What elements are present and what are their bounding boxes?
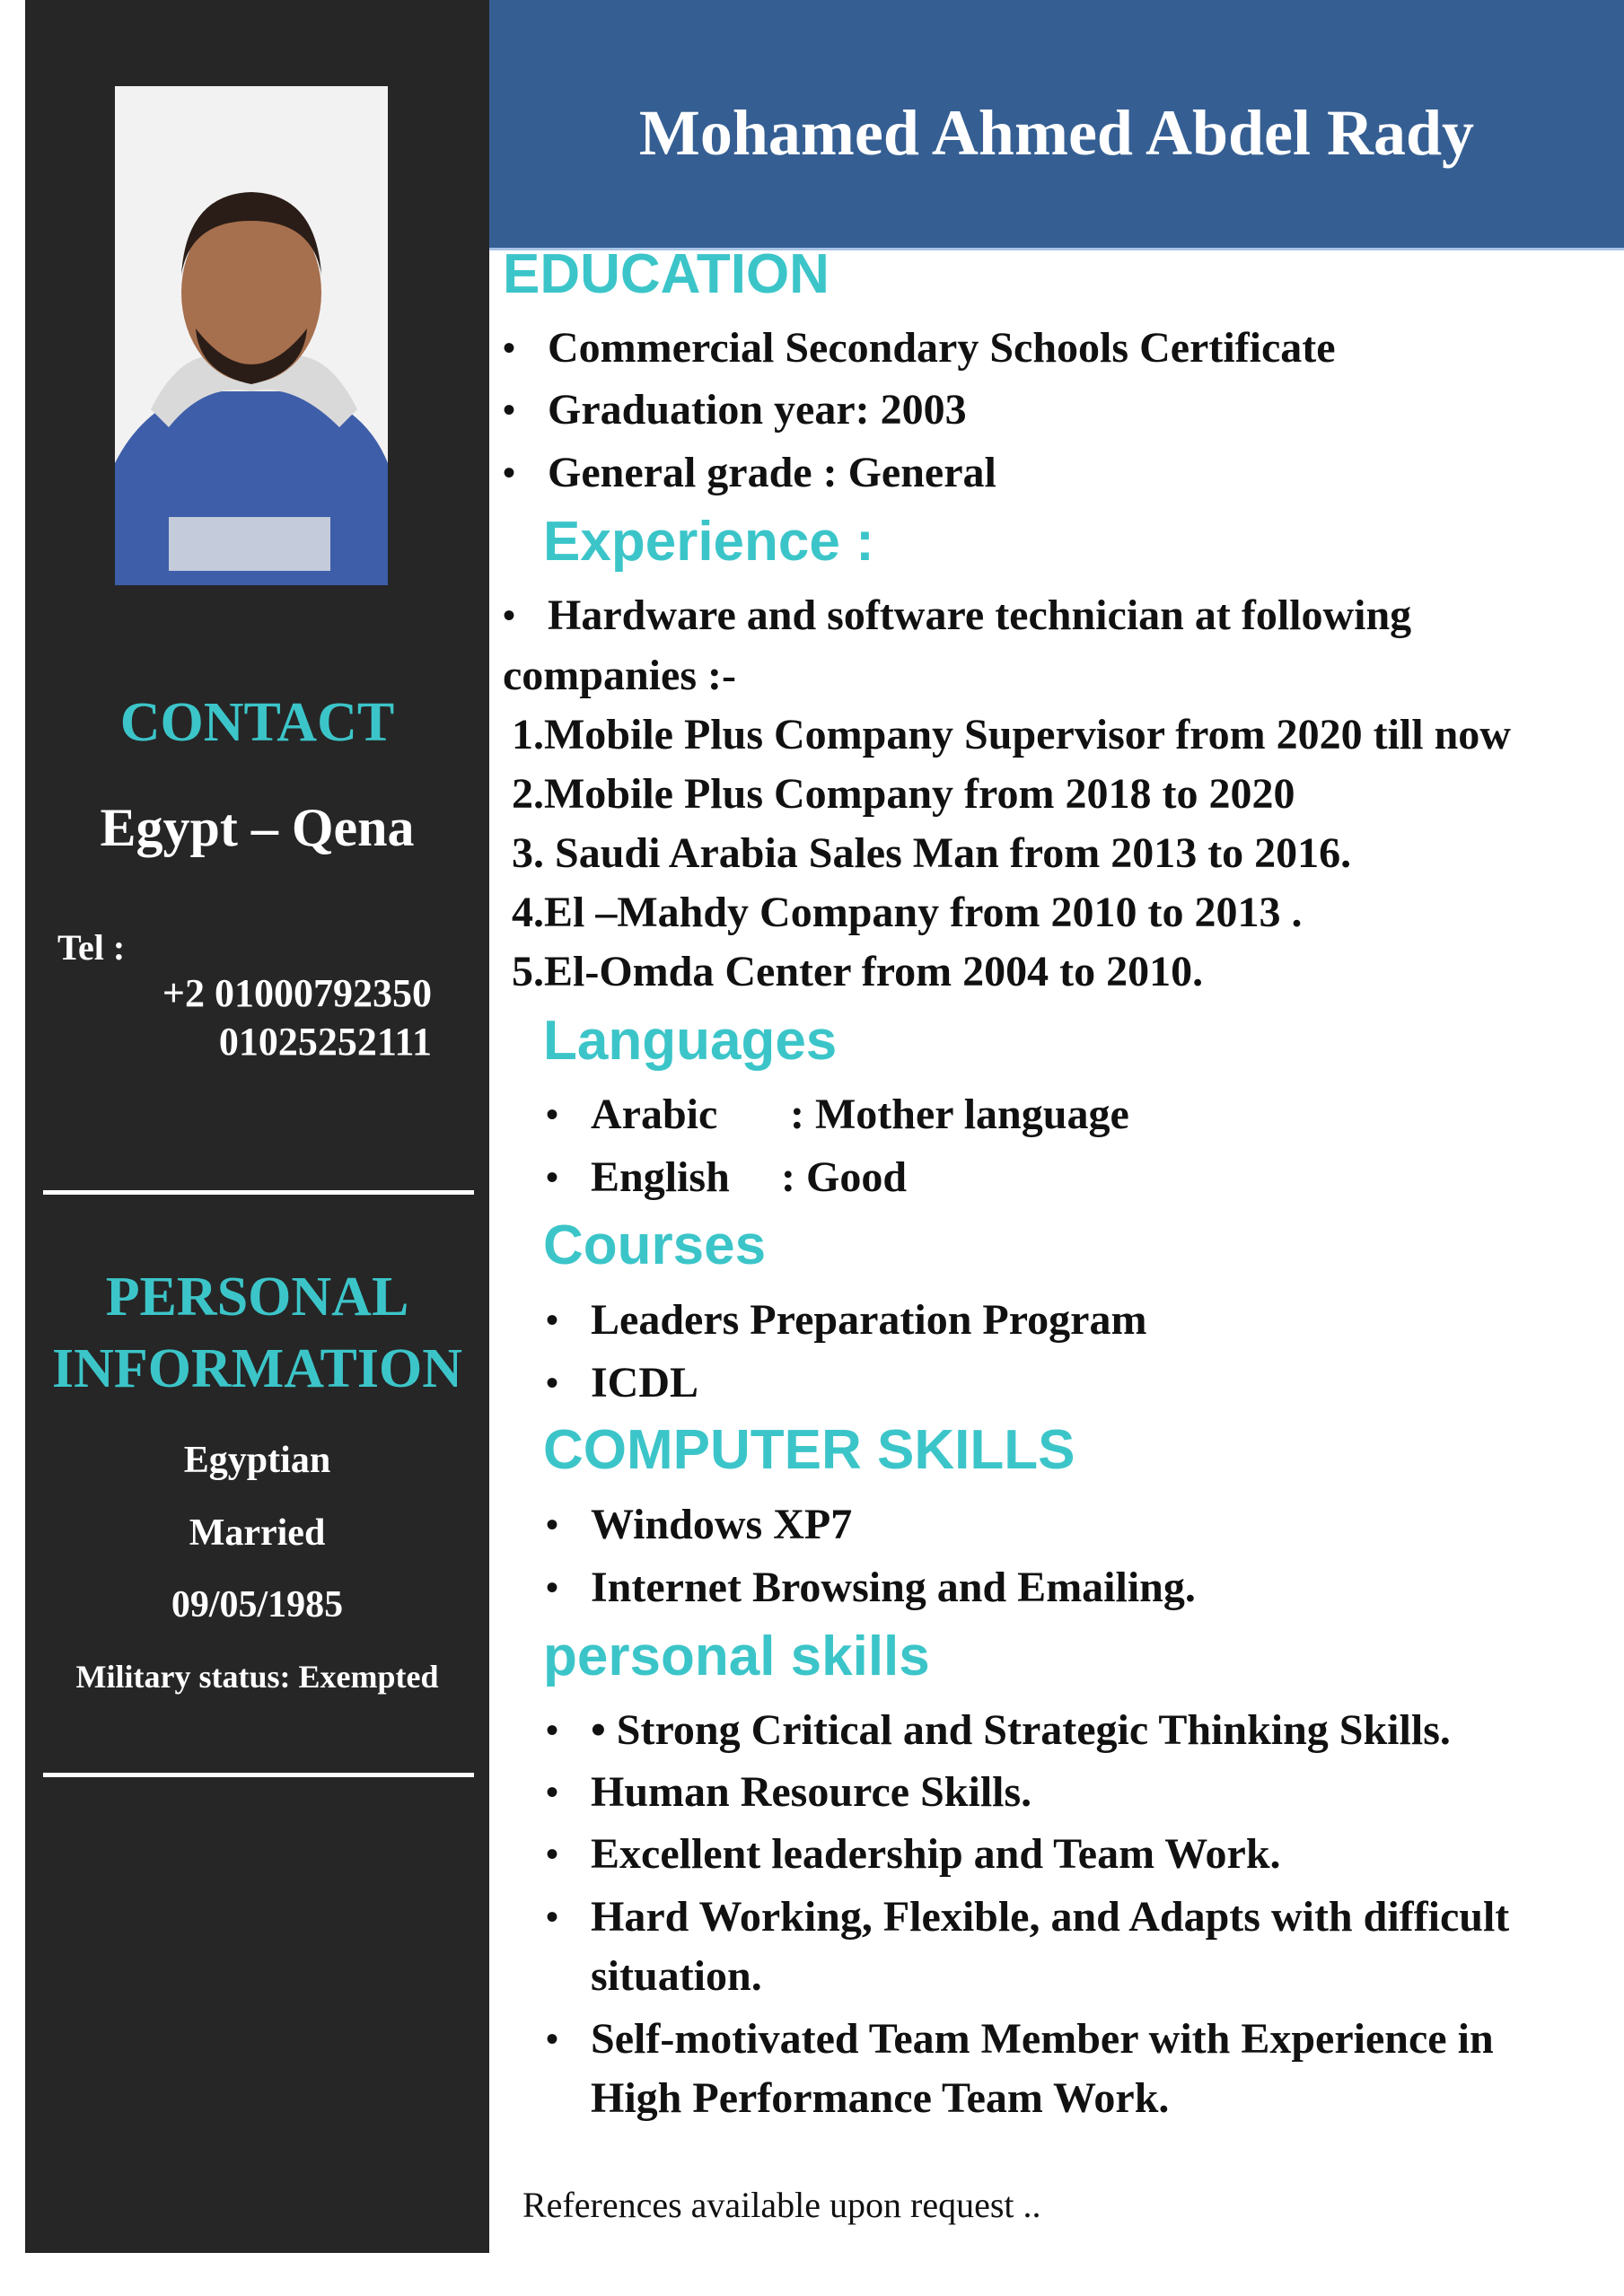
references-note: References available upon request .. [522,2185,1041,2225]
tel-number-secondary: 01025252111 [218,1020,432,1064]
experience-intro: • Hardware and software technician at following [548,588,1411,644]
experience-item: 4.El –Mahdy Company from 2010 to 2013 . [512,889,1303,936]
education-item: • General grade : General [548,445,996,501]
experience-intro-cont: companies :- [503,652,736,699]
education-item: • Commercial Secondary Schools Certificate [548,320,1336,376]
location: Egypt – Qena [100,798,415,857]
personal-info-heading-line2: INFORMATION [52,1338,462,1399]
personal-skill-item-cont: High Performance Team Work. [591,2074,1170,2122]
military-status: Military status: Exempted [75,1659,439,1695]
computer-skill-item: • Windows XP7 [591,1497,852,1553]
personal-skill-item: • Excellent leadership and Team Work. [591,1827,1281,1882]
tel-label: Tel : [57,927,126,968]
language-name: • Arabic [591,1087,717,1143]
education-item: • Graduation year: 2003 [548,382,967,438]
personal-info-heading: PERSONAL [105,1266,409,1328]
experience-item: 3. Saudi Arabia Sales Man from 2013 to 2016. [512,829,1352,877]
tel-number-primary: +2 01000792350 [162,971,432,1015]
profile-photo [115,86,388,585]
personal-skill-item: • Self-motivated Team Member with Experience in [591,2011,1494,2067]
personal-skill-item: • Hard Working, Flexible, and Adapts with difficult [591,1889,1509,1945]
personal-skill-item: • Human Resource Skills. [591,1765,1031,1820]
language-name: • English [591,1150,730,1205]
language-level: : Mother language [790,1091,1129,1138]
course-item: • Leaders Preparation Program [591,1293,1146,1348]
date-of-birth: 09/05/1985 [171,1584,344,1626]
language-level: : Good [781,1153,908,1201]
computer-skills-title: COMPUTER SKILLS [543,1419,1075,1481]
header-banner [489,0,1624,250]
sidebar [25,0,489,2253]
profile-photo-illustration [115,86,388,585]
languages-title: Languages [543,1010,838,1072]
candidate-name: Mohamed Ahmed Abdel Rady [638,97,1475,169]
personal-skill-item: • • Strong Critical and Strategic Thinking Skills. [591,1703,1451,1758]
nationality: Egyptian [183,1440,331,1481]
courses-title: Courses [543,1214,767,1276]
contact-heading: CONTACT [119,692,395,753]
experience-item: 5.El-Omda Center from 2004 to 2010. [512,948,1204,995]
experience-item: 1.Mobile Plus Company Supervisor from 2020 till now [512,711,1511,758]
computer-skill-item: • Internet Browsing and Emailing. [591,1560,1196,1616]
personal-skills-title: personal skills [543,1626,930,1687]
education-title: EDUCATION [503,243,830,305]
experience-item: 2.Mobile Plus Company from 2018 to 2020 [512,770,1295,818]
personal-skill-item-cont: situation. [591,1952,762,2000]
sidebar-divider [43,1773,474,1777]
marital-status: Married [189,1512,326,1554]
course-item: • ICDL [591,1355,698,1411]
sidebar-divider [43,1190,474,1195]
experience-title: Experience : [543,511,874,573]
